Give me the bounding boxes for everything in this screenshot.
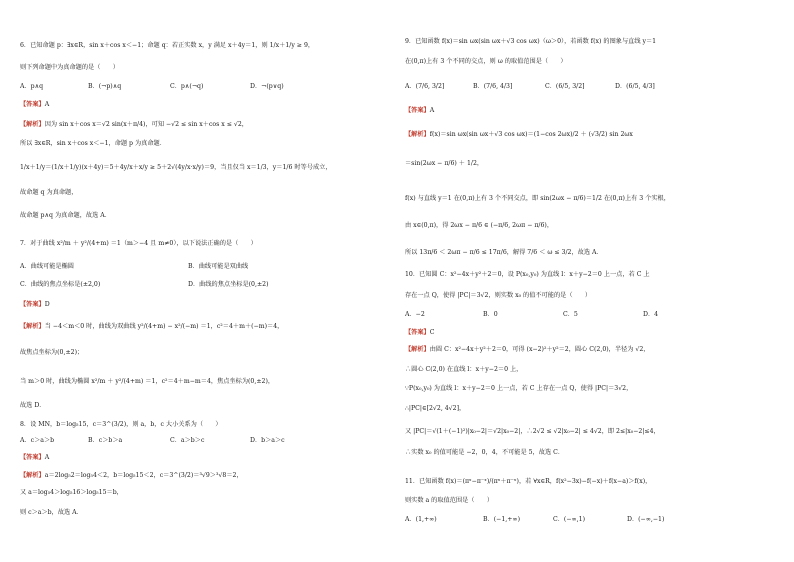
q8-exp1 — [20, 472, 243, 480]
q7-option-b: B．曲线可能是双曲线 — [188, 263, 249, 270]
q9-option-b: B．(7/6, 4/3] — [473, 83, 513, 90]
q6-option-b: B．(¬p)∧q — [88, 83, 122, 90]
right-column — [405, 0, 780, 562]
explanation-text: a＝2log₅2＝log₅4＜2，b＝log₅15＜2，c＝3^(3/2)＝³√9＞³√8＝2， — [44, 472, 243, 479]
left-column — [20, 0, 395, 562]
q8-option-a: A．c＞a＞b — [20, 437, 55, 444]
q11-option-a: A．(1,+∞) — [405, 516, 437, 523]
q9-exp4: 由 x∈(0,π)，得 2ωx − π/6 ∈ (−π/6, 2ωπ − π/6)， — [405, 222, 554, 229]
answer-value: C — [429, 329, 435, 336]
q9-exp2: ＝sin(2ωx − π/6) ＋ 1/2， — [405, 160, 484, 167]
q10-option-d: D．4 — [643, 311, 659, 318]
q8-exp2: 又 a＝log₅4＞log₅16＞log₅15＝b， — [20, 489, 123, 496]
q10-stem2: 存在一点 Q，使得 |PC|＝3√2，则实数 x₀ 的值不可能的是（ ） — [405, 292, 592, 299]
q7-exp3: 当 m＞0 时，曲线为椭圆 x²/m ＋ y²/(4+m) ＝1，c²＝4＋m−m＝4，焦点坐标为(0,±2)， — [20, 378, 275, 385]
q10-exp5: 又 |PC|＝√(1＋(−1)²)|x₀−2|＝√2|x₀−2|，∴2√2 ≤ √2|x₀−2| ≤ 4√2，即 2≤|x₀−2|≤4， — [405, 428, 660, 435]
q8-option-d: D．b＞a＞c — [250, 437, 285, 444]
q10-option-a: A．−2 — [405, 311, 425, 318]
q11-option-b: B．(−1,+∞) — [483, 516, 520, 523]
q8-exp3: 则 c＞a＞b，故选 A． — [20, 509, 83, 516]
explanation-label: 【解析】 — [405, 346, 430, 353]
answer-label: 【答案】 — [20, 301, 45, 308]
answer-label: 【答案】 — [20, 454, 45, 461]
q6-exp5: 故命题 p∧q 为真命题，故选 A． — [20, 212, 111, 219]
answer-value: A — [429, 107, 435, 114]
q11-option-c: C．(−∞,1) — [553, 516, 585, 523]
q7-option-d: D．曲线的焦点坐标是(0,±2) — [188, 281, 269, 288]
answer-label: 【答案】 — [405, 107, 430, 114]
q7-exp2: 故焦点坐标为(0,±2)； — [20, 349, 84, 356]
q9-exp1 — [405, 131, 633, 139]
q6-exp4: 故命题 q 为真命题， — [20, 189, 78, 196]
q8-option-b: B．c＞b＞a — [88, 437, 123, 444]
explanation-text: 因为 sin x＋cos x＝√2 sin(x＋π/4)，可知 −√2 ≤ sin x＋cos x ≤ √2， — [44, 121, 248, 128]
q6-exp2: 所以 ∃x∈R，sin x＋cos x＜−1，命题 p 为真命题． — [20, 140, 166, 147]
q8-option-c: C．a＞b＞c — [170, 437, 205, 444]
q10-exp4: ∴|PC|∈[2√2, 4√2]， — [405, 405, 466, 412]
q9-exp3: f(x) 与直线 y＝1 在(0,π)上有 3 个不同交点，即 sin(2ωx − π/6)＝1/2 在(0,π)上有 3 个实根， — [405, 195, 670, 202]
q6-exp3: 1/x＋1/y＝(1/x＋1/y)(x＋4y)＝5＋4y/x＋x/y ≥ 5＋2√(4y/x·x/y)＝9，当且仅当 x＝1/3，y＝1/6 时等号成立， — [20, 164, 332, 171]
q9-exp5: 所以 13π/6 ＜ 2ωπ − π/6 ≤ 17π/6，解得 7/6 ＜ ω ≤ 3/2，故选 A． — [405, 249, 603, 256]
q10-exp6: ∴实数 x₀ 的值可能是 −2，0，4，不可能是 5，故选 C． — [405, 449, 565, 456]
answer-label: 【答案】 — [20, 101, 45, 108]
q10-answer — [405, 329, 434, 337]
q6-stem: 6．已知命题 p：∃x∈R，sin x＋cos x＜−1；命题 q：若正实数 x，y 满足 x＋4y＝1，则 1/x＋1/y ≥ 9， — [20, 42, 315, 49]
q10-option-b: B．0 — [483, 311, 498, 318]
q11-stem: 11．已知函数 f(x)＝(πˣ−π⁻ˣ)/(πˣ＋π⁻ˣ)，若 ∀x∈R，f(x²−3x)−f(−x)＋f(x−a)＞f(x)， — [405, 478, 652, 485]
q8-stem: 8．设 MN，b＝log₅15，c＝3^(3/2)，则 a，b，c 大小关系为（ ） — [20, 421, 222, 428]
q9-option-c: C．(6/5, 3/2] — [545, 83, 585, 90]
q11-stem2: 则实数 a 的取值范围是（ ） — [405, 497, 494, 504]
q10-exp3: ∵P(x₀,y₀) 为直线 l：x＋y−2＝0 上一点，若 C 上存在一点 Q，使得 |PC|＝3√2， — [405, 385, 633, 392]
q10-exp1 — [405, 346, 649, 354]
answer-value: D — [44, 301, 50, 308]
explanation-label: 【解析】 — [20, 472, 45, 479]
q7-stem: 7．对于曲线 x²/m ＋ y²/(4+m) ＝1（m＞−4 且 m≠0），以下说法正确的是（ ） — [20, 240, 257, 247]
q11-option-d: D．(−∞,−1) — [627, 516, 665, 523]
q7-option-c: C．曲线的焦点坐标是(±2,0) — [20, 281, 101, 288]
q9-stem: 9．已知函数 f(x)＝sin ωx(sin ωx＋√3 cos ωx)（ω＞0），若函数 f(x) 的图象与直线 y＝1 — [405, 38, 657, 45]
q6-option-a: A．p∧q — [20, 83, 44, 90]
answer-value: A — [44, 101, 50, 108]
q7-exp1 — [20, 323, 283, 331]
explanation-text: 由圆 C：x²−4x＋y²＋2＝0，可得 (x−2)²＋y²＝2，圆心 C(2,0)，半径为 √2， — [429, 346, 650, 353]
answer-value: A — [44, 454, 50, 461]
q10-stem: 10．已知圆 C：x²−4x＋y²＋2＝0，设 P(x₀,y₀) 为直线 l：x＋y−2＝0 上一点，若 C 上 — [405, 271, 650, 278]
q9-stem2: 在(0,π)上有 3 个不同的交点，则 ω 的取值范围是（ ） — [405, 58, 567, 65]
answer-label: 【答案】 — [405, 329, 430, 336]
q7-exp4: 故选 D． — [20, 402, 46, 409]
q6-ask: 则下列命题中为真命题的是（ ） — [20, 64, 119, 71]
explanation-label: 【解析】 — [405, 131, 430, 138]
explanation-text: f(x)＝sin ωx(sin ωx＋√3 cos ωx)＝(1−cos 2ωx)/2 ＋ (√3/2) sin 2ωx — [429, 131, 633, 138]
q6-exp1 — [20, 121, 248, 129]
q6-option-c: C．p∧(¬q) — [170, 83, 204, 90]
q9-option-a: A．(7/6, 3/2] — [405, 83, 445, 90]
q8-answer — [20, 454, 49, 462]
explanation-label: 【解析】 — [20, 121, 45, 128]
q10-option-c: C．5 — [563, 311, 578, 318]
explanation-label: 【解析】 — [20, 323, 45, 330]
q7-answer — [20, 301, 50, 309]
q9-option-d: D．(6/5, 4/3] — [615, 83, 655, 90]
explanation-text: 当 −4＜m＜0 时，曲线为双曲线 y²/(4+m) − x²/(−m) ＝1，c²＝4＋m＋(−m)＝4， — [44, 323, 284, 330]
q6-option-d: D．¬(p∨q) — [250, 83, 284, 90]
q6-answer — [20, 101, 49, 109]
q9-answer — [405, 107, 434, 115]
q10-exp2: ∴圆心 C(2,0) 在直线 l：x＋y−2＝0 上， — [405, 366, 523, 373]
q7-option-a: A．曲线可能是椭圆 — [20, 263, 74, 270]
